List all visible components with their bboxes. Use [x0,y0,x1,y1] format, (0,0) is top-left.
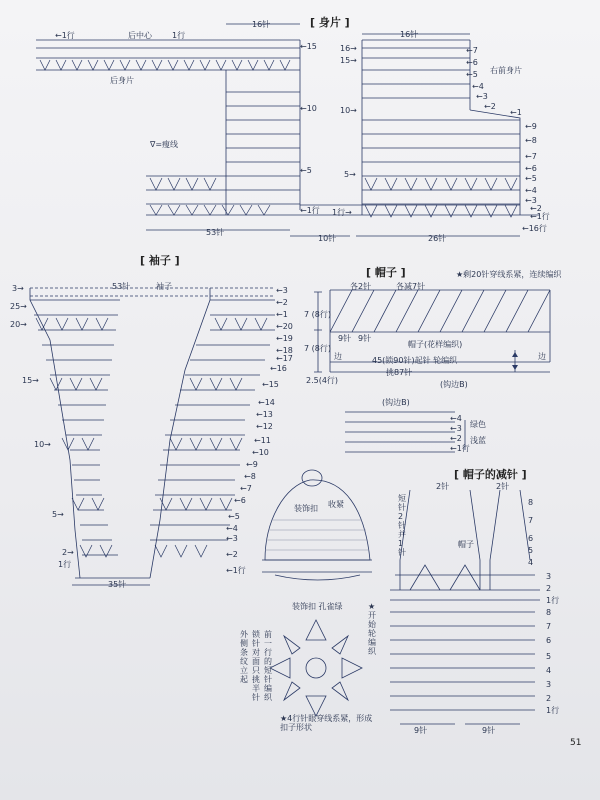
body-row-15-left: ←15 [300,42,317,51]
sleeve-right-row-1b: ←1行 [226,566,246,575]
dec-row-3b: 3 [546,680,552,689]
front-row-3: ←3 [476,92,488,101]
dec-row-2b: 2 [546,694,552,703]
sleeve-right-row-7: ←7 [240,484,252,493]
hat-star-note: ★剩20针穿线系紧，连续编织 [456,270,562,279]
dec-row-6a: 6 [528,534,534,543]
right-front-label: 右前身片 [490,66,522,75]
dec-row-2a: 2 [546,584,552,593]
front-row-9: ←9 [525,122,537,131]
sleeve-left-row-20: 20→ [10,320,27,329]
front-row-5b: ←5 [525,174,537,183]
front-row-4: ←4 [472,82,484,91]
dec-row-8a: 8 [528,498,534,507]
dec-two-left: 2针 [436,482,450,491]
sleeve-right-row-15: ←15 [262,380,279,389]
front-row-1: ←1 [510,108,522,117]
front-row-2b: ←2 [530,204,542,213]
hat-edge-b: (钩边B) [440,380,468,389]
sleeve-right-row-5: ←5 [228,512,240,521]
hat-nine-right: 9针 [358,334,372,343]
body-row-10-mid: 10→ [340,106,357,115]
front-row-1b: ←1行 [530,212,550,221]
dec-row-5a: 5 [528,546,534,555]
sleeve-label: 袖子 [156,282,172,291]
button-note-2: 锁针对面只挑半针 [252,630,260,702]
body-row-16-mid: 16→ [340,44,357,53]
button-note-1: 前一行的短针编织 [264,630,272,702]
dec-nine-right: 9针 [482,726,496,735]
sleeve-left-row-1: 1行 [58,560,72,569]
edge-row-1: ←1行 [450,444,470,453]
sleeve-right-row-6: ←6 [234,496,246,505]
front-row-16: ←16行 [522,224,547,233]
dec-row-8b: 8 [546,608,552,617]
body-row-10-left: ←10 [300,104,317,113]
hat-pattern: 帽子(花样编织) [408,340,463,349]
bottom-10: 10针 [318,234,337,243]
back-piece-label: 后身片 [110,76,134,85]
sleeve-left-row-5: 5→ [52,510,64,519]
sleeve-left-row-2: 2→ [62,548,74,557]
sleeve-right-row-20: ←20 [276,322,293,331]
dec-row-1a: 1行 [546,596,560,605]
bottom-26: 26针 [428,234,447,243]
hat-dec-7: 各减7针 [396,282,426,291]
sleeve-right-row-4: ←4 [226,524,238,533]
sleeve-right-row-9: ←9 [246,460,258,469]
front-row-4b: ←4 [525,186,537,195]
sleeve-left-row-3: 3→ [12,284,24,293]
front-top-stitch: 16针 [400,30,419,39]
sleeve-right-row-1a: ←1 [276,310,288,319]
sleeve-right-row-2a: ←2 [276,298,288,307]
body-row-5-mid: 5→ [344,170,356,179]
front-row-2: ←2 [484,102,496,111]
dec-row-6b: 6 [546,636,552,645]
section-title-body: [ 身片 ] [310,16,350,29]
sleeve-right-row-18: ←18 [276,346,293,355]
front-row-5: ←5 [466,70,478,79]
dec-row-1b: 1行 [546,706,560,715]
sleeve-right-row-10: ←10 [252,448,269,457]
bottom-53: 53针 [206,228,225,237]
sleeve-right-row-11: ←11 [254,436,271,445]
body-row-5-left: ←5 [300,166,312,175]
sleeve-right-row-16: ←16 [270,364,287,373]
sleeve-right-row-3a: ←3 [276,286,288,295]
front-row-3b: ←3 [525,196,537,205]
sleeve-right-row-3b: ←3 [226,534,238,543]
sleeve-right-row-13: ←13 [256,410,273,419]
body-row-1-left: ←1行 [300,206,320,215]
row-1-left: ←1行 [55,31,75,40]
back-center-label: 后中心 [128,31,152,40]
hat-cinch-label: 收紧 [328,500,344,509]
sleeve-left-row-25: 25→ [10,302,27,311]
edge-green: 绿色 [470,420,486,429]
button-note-4: ★4行针眼穿线系紧，形成扣子形状 [280,714,373,732]
sleeve-right-row-8: ←8 [244,472,256,481]
dec-hat-label: 帽子 [458,540,474,549]
dec-row-3a: 3 [546,572,552,581]
back-top-stitch: 16针 [252,20,271,29]
section-title-hat-edge: (钩边B) [382,398,410,407]
dec-row-7b: 7 [546,622,552,631]
section-title-sleeve: [ 袖子 ] [140,254,180,267]
dec-row-4a: 4 [528,558,534,567]
sleeve-left-row-10: 10→ [34,440,51,449]
section-title-hat-decrease: [ 帽子的减针 ] [454,468,527,481]
hat-nine-left: 9针 [338,334,352,343]
dec-row-7a: 7 [528,516,534,525]
edge-row-3: ←3 [450,424,462,433]
front-row-7: ←7 [466,46,478,55]
hat-pick: 挑87针 [386,368,413,377]
page-number: 51 [570,738,582,748]
body-row-15-mid: 15→ [340,56,357,65]
sleeve-right-row-14: ←14 [258,398,275,407]
edge-light-blue: 浅蓝 [470,436,486,445]
sleeve-right-row-12: ←12 [256,422,273,431]
dec-row-4b: 4 [546,666,552,675]
button-note-3: 外侧条纹立起 [240,630,248,684]
hat-edge-right: 边 [538,352,546,361]
dec-two-right: 2针 [496,482,510,491]
measure-8-rows-a: 7 (8行) [304,310,331,319]
button-title: 装饰扣 孔雀绿 [292,602,343,611]
hat-each-2: 各2针 [350,282,372,291]
measure-8-rows-b: 7 (8行) [304,344,331,353]
front-row-7b: ←7 [525,152,537,161]
dec-row-5b: 5 [546,652,552,661]
sleeve-bottom-stitch: 35针 [108,580,127,589]
body-row-1-mid: 1行→ [332,208,352,217]
hat-cast-on: 45(锁90针)起针 轮编织 [372,356,458,365]
legend-v: ∇=瘦线 [150,140,179,149]
edge-row-2: ←2 [450,434,462,443]
dec-start-note: ★开始轮编织 [368,602,376,656]
hat-decoration-label: 装饰扣 [294,504,318,513]
sleeve-right-row-2b: ←2 [226,550,238,559]
edge-row-4: ←4 [450,414,462,423]
hat-edge-left: 边 [334,352,342,361]
dec-short-note: 短针2针并1针 [398,494,406,557]
front-row-8: ←8 [525,136,537,145]
front-row-6: ←6 [466,58,478,67]
dec-nine-left: 9针 [414,726,428,735]
sleeve-top-stitch: 53针 [112,282,131,291]
sleeve-right-row-17: ←17 [276,354,293,363]
sleeve-left-row-15: 15→ [22,376,39,385]
measure-4-rows: 2.5(4行) [306,376,339,385]
row-1-mid: 1行 [172,31,186,40]
front-row-6b: ←6 [525,164,537,173]
sleeve-right-row-19: ←19 [276,334,293,343]
section-title-hat: [ 帽子 ] [366,266,406,279]
